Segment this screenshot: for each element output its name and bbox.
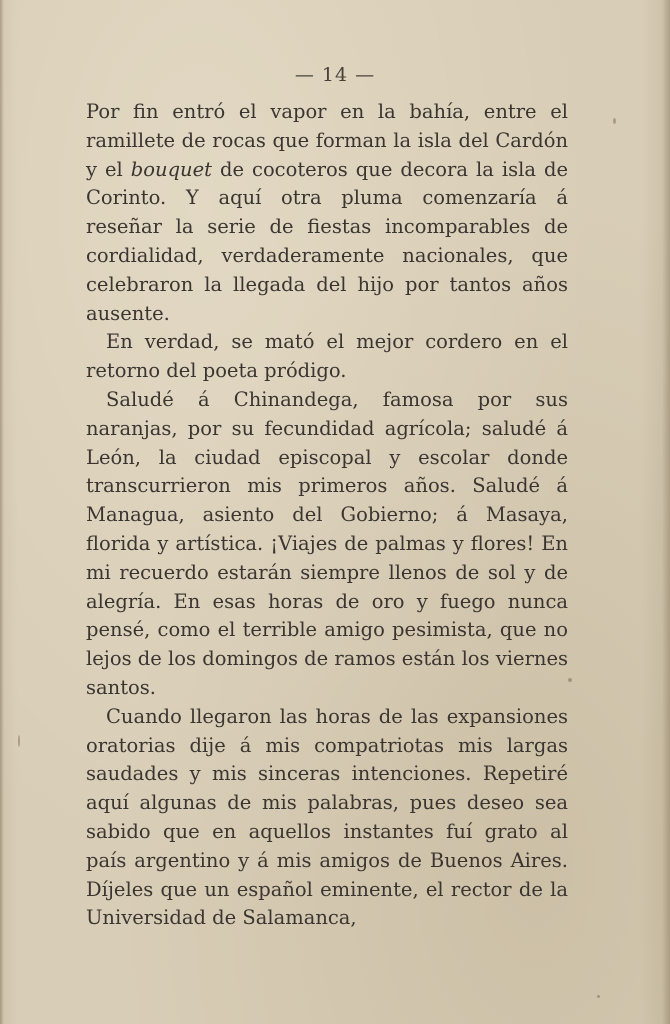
paragraph-1-text-start: Por fin entró el vapor en la bahía, entre el ramillete de rocas que forman la isla del Cardón y el [86,100,568,181]
paper-speck [18,735,20,747]
paragraph-1 [86,98,568,328]
paragraph-3: Saludé á Chinandega, famosa por sus naranjas, por su fecundidad agrícola; saludé á León, la ciudad episcopal y escolar donde transcurrieron mis primeros años. Saludé á Managua, asiento del Gobierno; á Masaya, florida y artística. ¡Viajes de palmas y flores! En mi recuerdo estarán siempre llenos de sol y de alegría. En esas horas de oro y fuego nunca pensé, como el terrible amigo pesimista, que no lejos de los domingos de ramos están los viernes santos. [86,387,568,699]
page-number: — 14 — [294,64,376,86]
paper-speck [613,118,616,124]
paragraph-1-text-end: de cocoteros que decora la isla de Corinto. Y aquí otra pluma comenzaría á reseñar la serie de fiestas incomparables de cordialidad, verdaderamente nacionales, que celebraron la llegada del hijo por tantos años ausente. [86,157,568,325]
body-text [86,98,568,933]
paragraph-2: En verdad, se mató el mejor cordero en el retorno del poeta pródigo. [86,330,568,383]
page-right-edge [662,0,670,1024]
paragraph-1-italic-word: bouquet [130,157,212,181]
paragraph-4: Cuando llegaron las horas de las expansiones oratorias dije á mis compatriotas mis largas saudades y mis sinceras intenciones. Repetiré aquí algunas de mis palabras, pues deseo sea sabido que en aquellos instantes fuí grato al país argentino y á mis amigos de Buenos Aires. Díjeles que un español eminente, el rector de la Universidad de Salamanca, [86,704,568,930]
paper-speck [597,995,600,998]
page-left-edge [0,0,4,1024]
paper-speck [568,678,572,682]
